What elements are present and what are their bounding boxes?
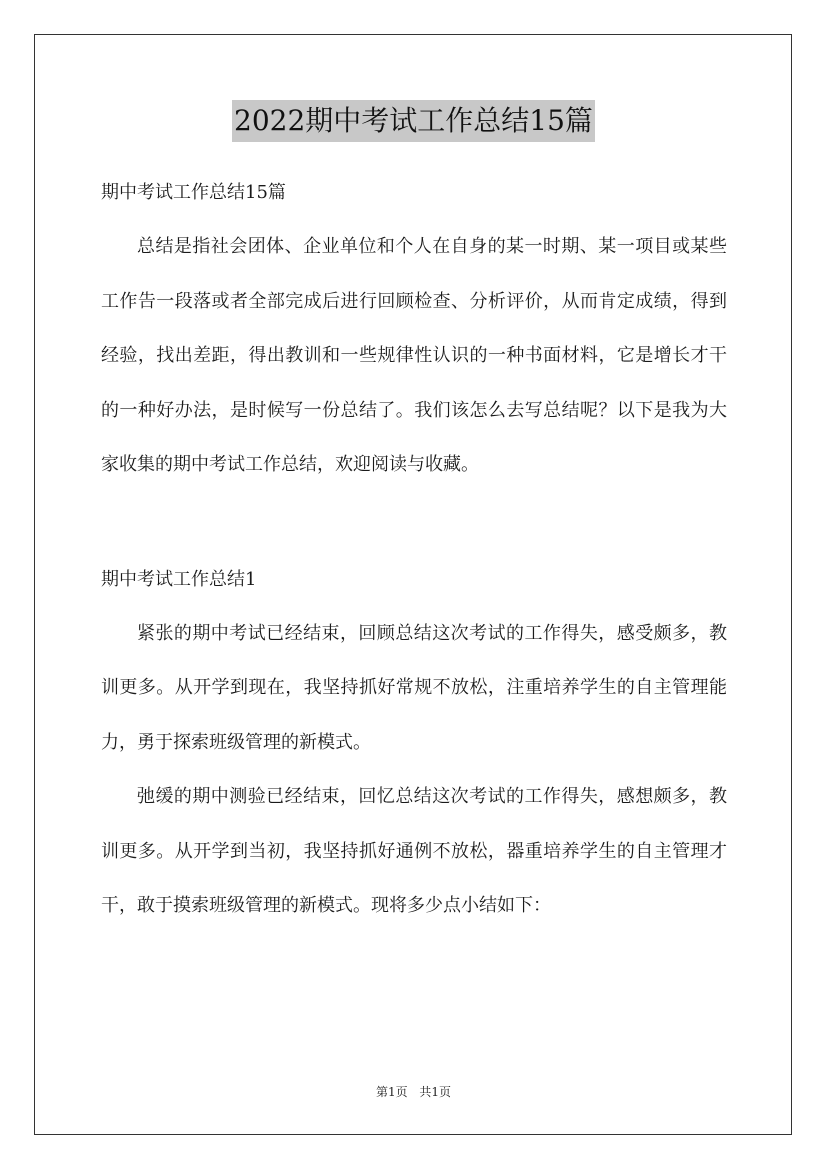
document-body — [101, 172, 727, 934]
section-heading: 期中考试工作总结1 — [101, 568, 257, 590]
document-title: 2022期中考试工作总结15篇 — [232, 100, 595, 142]
page-footer — [0, 1084, 827, 1100]
spacer — [101, 493, 727, 559]
intro-paragraph: 总结是指社会团体、企业单位和个人在自身的某一时期、某一项目或某些工作告一段落或者全部完成后进行回顾检查、分析评价，从而肯定成绩，得到经验，找出差距，得出教训和一些规律性认识的一种书面材料，它是增长才干的一种好办法，是时候写一份总结了。我们该怎么去写总结呢？以下是我为大家收集的期中考试工作总结，欢迎阅读与收藏。 — [101, 236, 727, 475]
page-total: 共1页 — [419, 1085, 452, 1099]
title-container — [0, 100, 827, 142]
section-paragraph: 弛缓的期中测验已经结束，回忆总结这次考试的工作得失，感想颇多，教训更多。从开学到当初，我坚持抓好通例不放松，器重培养学生的自主管理才干，敢于摸索班级管理的新模式。现将多少点小结如下： — [101, 786, 727, 916]
section-paragraph: 紧张的期中考试已经结束，回顾总结这次考试的工作得失，感受颇多，教训更多。从开学到现在，我坚持抓好常规不放松，注重培养学生的自主管理能力，勇于探索班级管理的新模式。 — [101, 622, 727, 753]
document-subtitle: 期中考试工作总结15篇 — [101, 182, 286, 203]
page-number: 第1页 — [375, 1085, 408, 1099]
